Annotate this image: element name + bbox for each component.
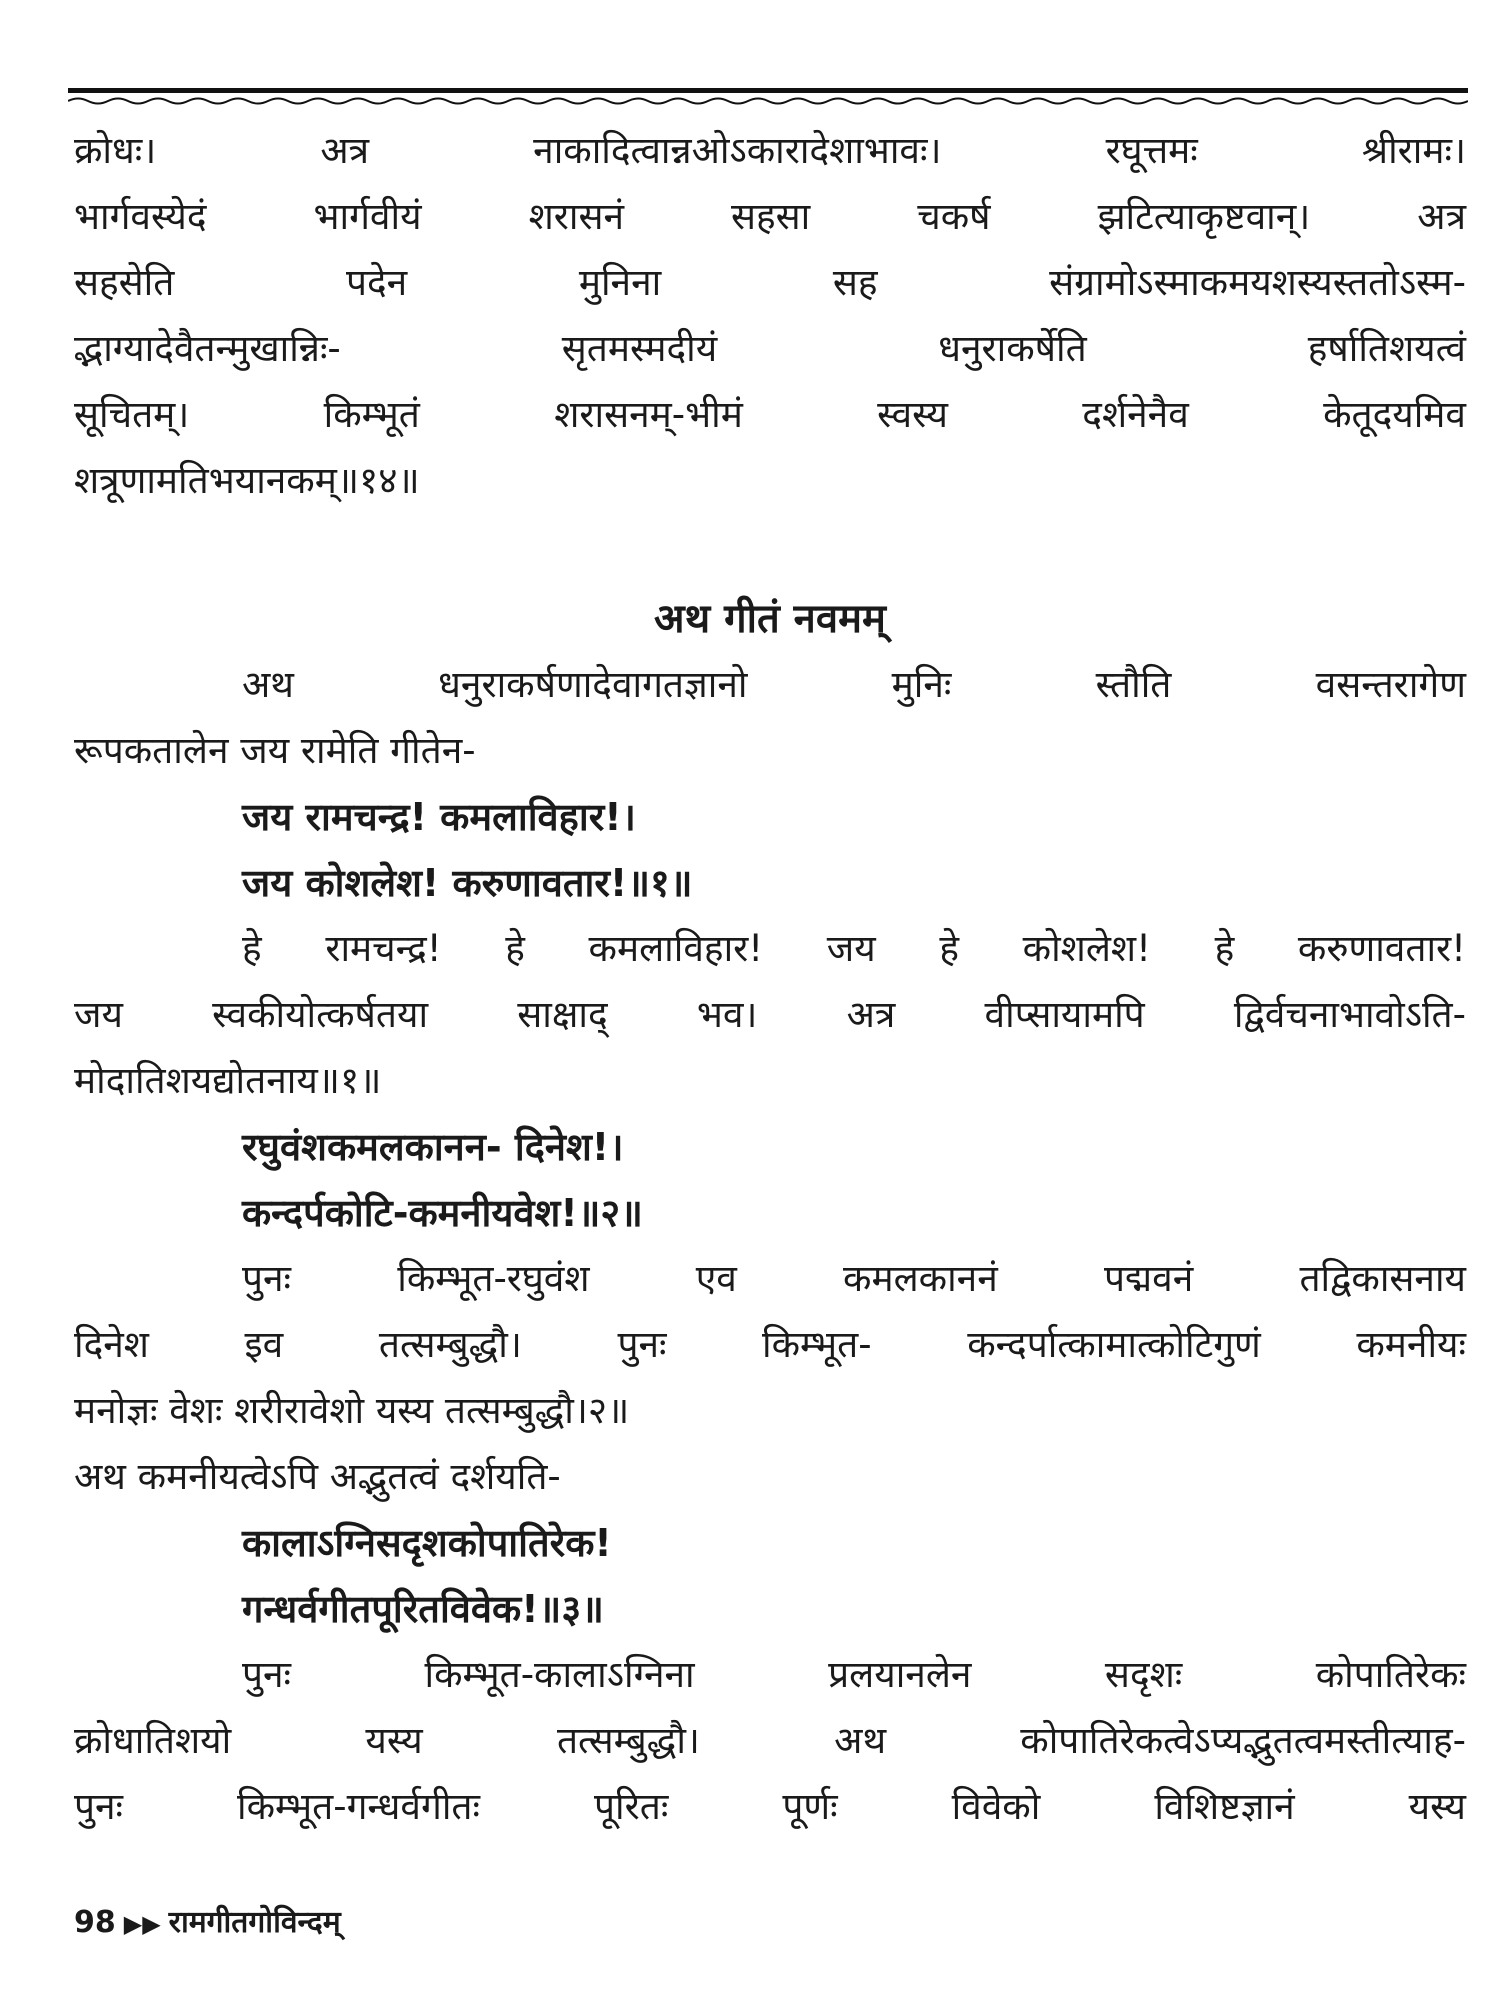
commentary-line: मनोज्ञः वेशः शरीरावेशो यस्य तत्सम्बुद्धौ।२॥: [74, 1389, 630, 1432]
commentary-line: पुनः किम्भूत-कालाऽग्निना प्रलयानलेन सदृशः कोपातिरेकः: [242, 1653, 1466, 1696]
page-number: 98: [74, 1905, 116, 1940]
verse-line: कालाऽग्निसदृशकोपातिरेक!: [242, 1521, 612, 1565]
verse-line: जय रामचन्द्र! कमलाविहार!।: [242, 795, 636, 839]
verse-line: कन्दर्पकोटि-कमनीयवेश!॥२॥: [242, 1191, 643, 1235]
song-body: [74, 586, 1466, 1840]
commentary-line: पुनः किम्भूत-गन्धर्वगीतः पूरितः पूर्णः विवेको विशिष्टज्ञानं यस्य: [74, 1785, 1466, 1828]
book-title: रामगीतगोविन्दम्: [168, 1905, 341, 1940]
verse-line: रघुवंशकमलकानन- दिनेश!।: [242, 1125, 624, 1169]
page-footer: [74, 1900, 341, 1941]
intro-line: रूपकतालेन जय रामेति गीतेन-: [74, 729, 476, 772]
commentary-line: मोदातिशयद्योतनाय॥१॥: [74, 1059, 382, 1102]
text-line: सूचितम्। किम्भूतं शरासनम्-भीमं स्वस्य दर्शनेनैव केतूदयमिव: [74, 393, 1466, 436]
text-line: द्भाग्यादेवैतन्मुखान्निः- सृतमस्मदीयं धनुराकर्षेति हर्षातिशयत्वं: [74, 327, 1466, 370]
section-heading: अथ गीतं नवमम्: [654, 596, 886, 642]
text-line: भार्गवस्येदं भार्गवीयं शरासनं सहसा चकर्ष झटित्याकृष्टवान्। अत्र: [74, 195, 1466, 238]
verse-line: गन्धर्वगीतपूरितविवेक!॥३॥: [242, 1587, 604, 1631]
intro-line: अथ धनुराकर्षणादेवागतज्ञानो मुनिः स्तौति वसन्तरागेण: [242, 663, 1466, 706]
header-rule: [68, 88, 1468, 93]
text-line: सहसेति पदेन मुनिना सह संग्रामोऽस्माकमयशस्यस्ततोऽस्म-: [74, 261, 1466, 304]
commentary-line: जय स्वकीयोत्कर्षतया साक्षाद् भव। अत्र वीप्सायामपि द्विर्वचनाभावोऽति-: [74, 993, 1466, 1036]
commentary-line: क्रोधातिशयो यस्य तत्सम्बुद्धौ। अथ कोपातिरेकत्वेऽप्यद्भुतत्वमस्तीत्याह-: [74, 1719, 1466, 1762]
commentary-line: हे रामचन्द्र! हे कमलाविहार! जय हे कोशलेश! हे करुणावतार!: [242, 927, 1466, 970]
commentary-paragraph-14: [74, 118, 1466, 514]
commentary-line: अथ कमनीयत्वेऽपि अद्भुतत्वं दर्शयति-: [74, 1455, 561, 1498]
commentary-line: दिनेश इव तत्सम्बुद्धौ। पुनः किम्भूत- कन्दर्पात्कामात्कोटिगुणं कमनीयः: [74, 1323, 1466, 1366]
verse-line: जय कोशलेश! करुणावतार!॥१॥: [242, 861, 693, 905]
text-line: क्रोधः। अत्र नाकादित्वान्नओऽकारादेशाभावः। रघूत्तमः श्रीरामः।: [74, 129, 1466, 172]
text-line: शत्रूणामतिभयानकम्॥१४॥: [74, 459, 420, 502]
double-right-arrow-icon: ▶▶: [123, 1910, 161, 1938]
commentary-line: पुनः किम्भूत-रघुवंश एव कमलकाननं पद्मवनं तद्विकासनाय: [242, 1257, 1466, 1300]
header-wave-rule: [68, 96, 1468, 106]
